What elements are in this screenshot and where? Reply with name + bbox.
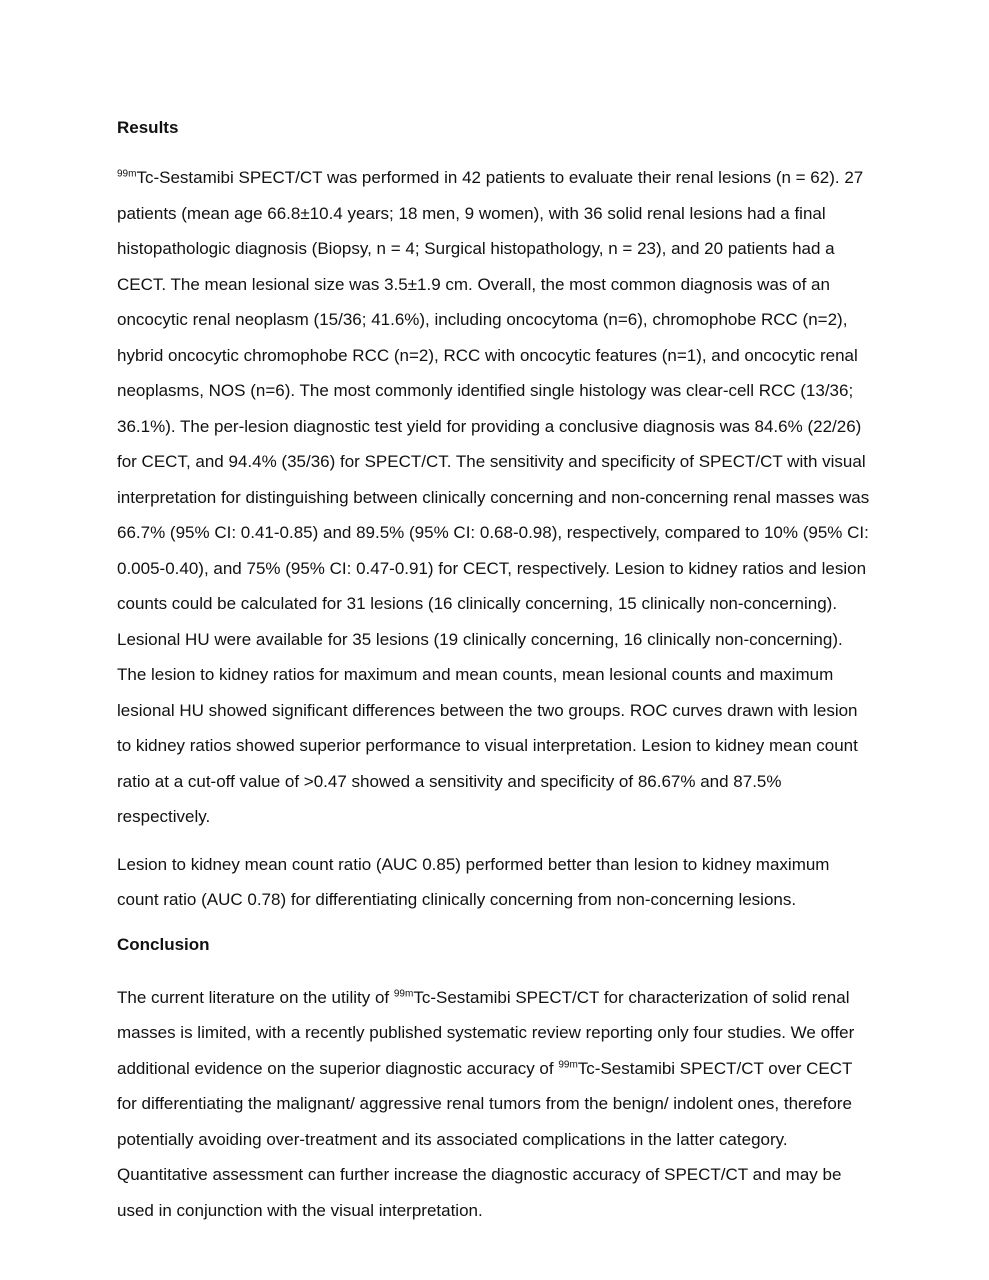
results-heading: Results: [117, 118, 179, 137]
document-page: [117, 113, 873, 1228]
results-paragraph-1: [117, 160, 873, 835]
isotope-superscript: 99m: [117, 168, 137, 180]
conclusion-text-3: Tc-Sestamibi SPECT/CT over CECT for differentiating the malignant/ aggressive renal tumors from the benign/ indolent ones, therefore potentially avoiding over-treatment and its associated complications in the latter category. Quantitative assessment can further increase the diagnostic accuracy of SPECT/CT and may be used in conjunction with the visual interpretation.: [117, 1058, 853, 1220]
isotope-superscript: 99m: [558, 1058, 578, 1070]
isotope-superscript: 99m: [393, 987, 414, 999]
conclusion-heading: Conclusion: [117, 934, 210, 954]
conclusion-text-1: The current literature on the utility of: [117, 987, 394, 1007]
conclusion-text-2: Tc-Sestamibi SPECT/CT for characterization of solid renal masses is limited, with a recently published systematic review reporting only four studies. We offer additional evidence on the superior diagnostic accuracy of: [117, 987, 855, 1078]
results-paragraph-2: Lesion to kidney mean count ratio (AUC 0.85) performed better than lesion to kidney maximum count ratio (AUC 0.78) for differentiating clinically concerning from non-concerning lesions.: [117, 854, 830, 909]
results-paragraph-1-text: Tc-Sestamibi SPECT/CT was performed in 42 patients to evaluate their renal lesions (n = 62). 27 patients (mean age 66.8±10.4 years; 18 men, 9 women), with 36 solid renal lesions had a final histopathologic diagnosis (Biopsy, n = 4; Surgical histopathology, n = 23), and 20 patients had a CECT. The mean lesional size was 3.5±1.9 cm. Overall, the most common diagnosis was of an oncocytic renal neoplasm (15/36; 41.6%), including oncocytoma (n=6), chromophobe RCC (n=2), hybrid oncocytic chromophobe RCC (n=2), RCC with oncocytic features (n=1), and oncocytic renal neoplasms, NOS (n=6). The most commonly identified single histology was clear-cell RCC (13/36; 36.1%). The per-lesion diagnostic test yield for providing a conclusive diagnosis was 84.6% (22/26) for CECT, and 94.4% (35/36) for SPECT/CT. The sensitivity and specificity of SPECT/CT with visual interpretation for distinguishing between clinically concerning and non-concerning renal masses was 66.7% (95% CI: 0.41-0.85) and 89.5% (95% CI: 0.68-0.98), respectively, compared to 10% (95% CI: 0.005-0.40), and 75% (95% CI: 0.47-0.91) for CECT, respectively. Lesion to kidney ratios and lesion counts could be calculated for 31 lesions (16 clinically concerning, 15 clinically non-concerning). Lesional HU were available for 35 lesions (19 clinically concerning, 16 clinically non-concerning). The lesion to kidney ratios for maximum and mean counts, mean lesional counts and maximum lesional HU showed significant differences between the two groups. ROC curves drawn with lesion to kidney ratios showed superior performance to visual interpretation. Lesion to kidney mean count ratio at a cut-off value of >0.47 showed a sensitivity and specificity of 86.67% and 87.5% respectively.: [117, 168, 870, 826]
conclusion-paragraph: [117, 980, 873, 1229]
